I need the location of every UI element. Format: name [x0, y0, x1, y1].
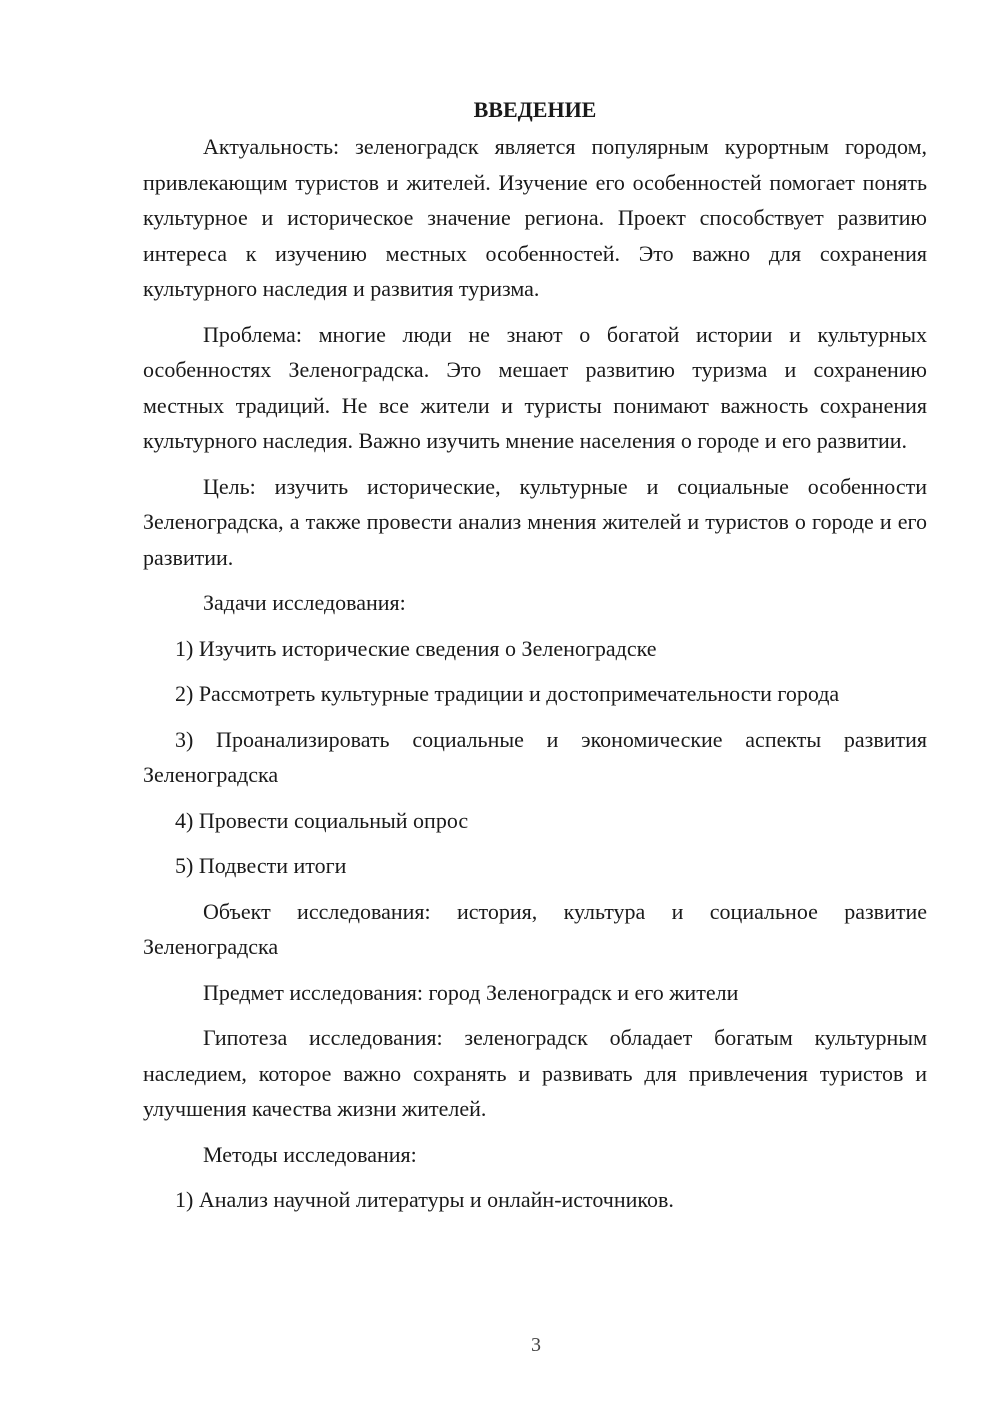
task-item: 3) Проанализировать социальные и экономические аспекты развития Зеленоградска — [143, 726, 927, 787]
document-page — [143, 95, 927, 1228]
tasks-heading: Задачи исследования: — [203, 590, 406, 615]
problem-paragraph: Проблема: многие люди не знают о богатой истории и культурных особенностях Зеленоградска. Это мешает развитию туризма и сохранению местных традиций. Не все жители и туристы понимают важность сохранения культурного наследия. Важно изучить мнение населения о городе и его развитии. — [143, 321, 927, 453]
subject-paragraph: Предмет исследования: город Зеленоградск и его жители — [203, 979, 739, 1005]
task-item: 5) Подвести итоги — [175, 853, 347, 878]
section-title: ВВЕДЕНИЕ — [473, 97, 597, 122]
method-item: 1) Анализ научной литературы и онлайн-источников. — [175, 1187, 674, 1212]
hypothesis-paragraph: Гипотеза исследования: зеленоградск обладает богатым культурным наследием, которое важно сохранять и развивать для привлечения туристов и улучшения качества жизни жителей. — [143, 1025, 927, 1121]
task-item: 2) Рассмотреть культурные традиции и достопримечательности города — [175, 681, 840, 706]
page-number: 3 — [531, 1334, 541, 1356]
methods-heading: Методы исследования: — [203, 1141, 417, 1167]
relevance-paragraph: Актуальность: зеленоградск является популярным курортным городом, привлекающим туристов и жителей. Изучение его особенностей помогает понять культурное и историческое значение региона. Проект способствует развитию интереса к изучению местных особенностей. Это важно для сохранения культурного наследия и развития туризма. — [143, 134, 927, 301]
object-paragraph: Объект исследования: история, культура и социальное развитие Зеленоградска — [143, 898, 927, 959]
task-item: 4) Провести социальный опрос — [175, 807, 469, 833]
goal-paragraph: Цель: изучить исторические, культурные и социальные особенности Зеленоградска, а также провести анализ мнения жителей и туристов о городе и его развитии. — [143, 473, 927, 570]
task-item: 1) Изучить исторические сведения о Зеленоградске — [175, 635, 657, 661]
